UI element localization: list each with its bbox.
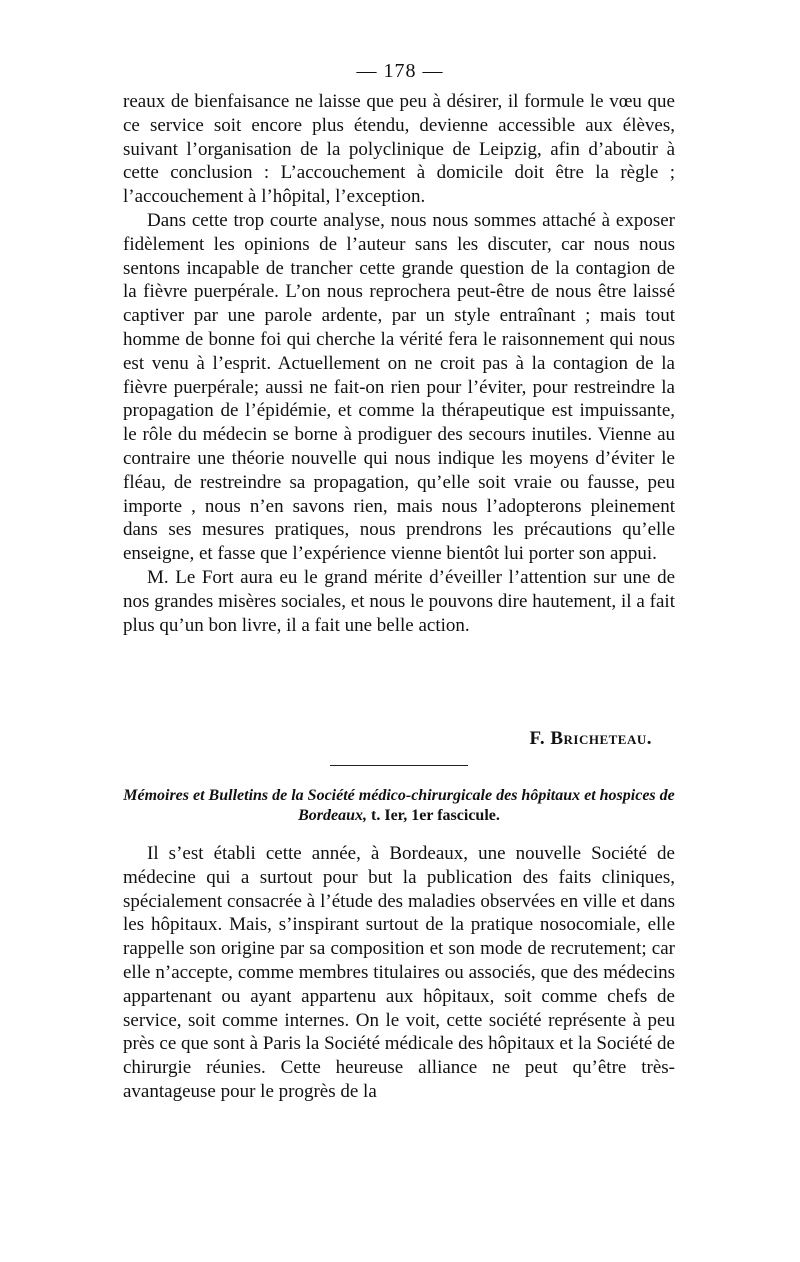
paragraph-analysis: Dans cette trop courte analyse, nous nous sommes attaché à exposer fidèlement les opinions de l’auteur sans les discuter, car nous nous sentons incapable de trancher cette grande question de la contagion de la fièvre puerpérale. L’on nous reprochera peut-être de nous être laissé captiver par une parole ardente, par un style entraînant ; mais tout homme de bonne foi qui cherche la vérité fera le raisonnement qui nous est venu à l’esprit. Actuellement on ne croit pas à la contagion de la fièvre puerpérale; aussi ne fait-on rien pour l’éviter, pour restreindre la propagation de l’épidémie, et comme la thérapeutique est impuissante, le rôle du médecin se borne à prodiguer des secours inutiles. Vienne au contraire une théorie nouvelle qui nous indique les moyens d’éviter le fléau, de restreindre sa propagation, qu’elle soit vraie ou fausse, peu importe , nous n’en savons rien, mais nous l’adopterons pleinement dans ses mesures pratiques, nous prendrons les précautions qu’elle enseigne, et fasse que l’expérience vienne bientôt lui porter son appui. (123, 209, 675, 565)
body-text-upper (123, 90, 675, 637)
page-number: — 178 — (356, 60, 444, 82)
signature-initial: F. (529, 728, 546, 749)
review-volume: t. Ier, 1er fascicule. (367, 807, 500, 824)
section-divider (330, 765, 468, 766)
author-signature (529, 728, 652, 750)
body-text-lower (123, 842, 675, 1104)
signature-surname: Bricheteau. (550, 728, 652, 749)
review-title: Mémoires et Bulletins de la Société médico-chirurgicale des hôpitaux et hospices de Bordeaux, (123, 787, 675, 824)
paragraph-bordeaux-society: Il s’est établi cette année, à Bordeaux, une nouvelle Société de médecine qui a surtout pour but la publication des faits cliniques, spécialement consacrée à l’étude des maladies observées en ville et dans les hôpitaux. Mais, s’inspirant surtout de la pratique nosocomiale, elle rappelle son origine par sa composition et son mode de recrutement; car elle n’accepte, comme membres titulaires ou associés, que des médecins appartenant ou ayant appartenu aux hôpitaux, soit comme chefs de service, soit comme internes. On le voit, cette société représente à peu près ce que sont à Paris la Société médicale des hôpitaux et la Société de chirurgie réunies. Cette heureuse alliance ne peut qu’être très-avantageuse pour le progrès de la (123, 843, 675, 1102)
review-heading (123, 786, 675, 826)
paragraph-conclusion: M. Le Fort aura eu le grand mérite d’éveiller l’attention sur une de nos grandes misères sociales, et nous le pouvons dire hautement, il a fait plus qu’un bon livre, il a fait une belle action. (123, 566, 675, 636)
paragraph-continued: reaux de bienfaisance ne laisse que peu à désirer, il formule le vœu que ce service soit encore plus étendu, devienne accessible aux élèves, suivant l’organisation de la polyclinique de Leipzig, afin d’aboutir à cette conclusion : L’accouchement à domicile doit être la règle ; l’accouchement à l’hôpital, l’exception. (123, 91, 675, 208)
